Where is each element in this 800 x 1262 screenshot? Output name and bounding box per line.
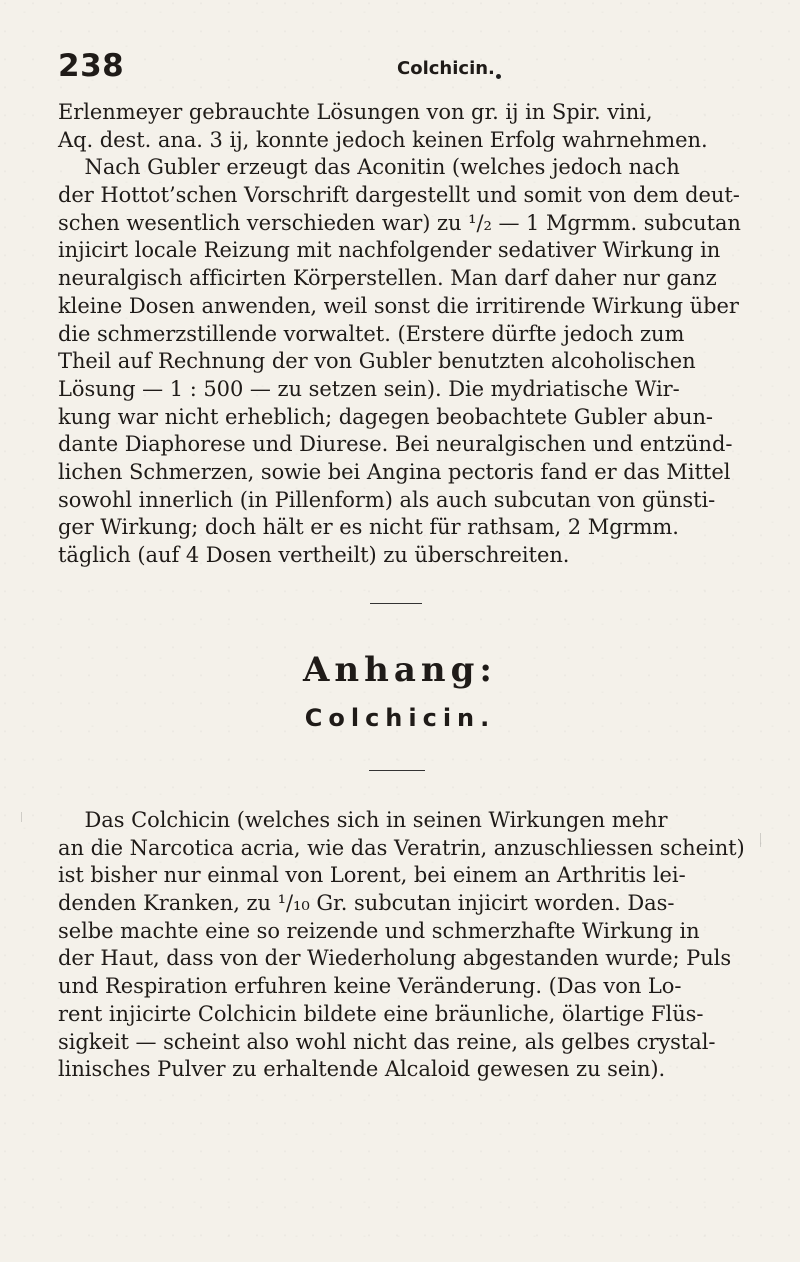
- text-line: Nach Gubler erzeugt das Aconitin (welches jedoch nach: [58, 155, 680, 180]
- text-line: kleine Dosen anwenden, weil sonst die irritirende Wirkung über: [58, 293, 739, 318]
- text-line: dante Diaphorese und Diurese. Bei neuralgischen und entzünd-: [58, 432, 733, 457]
- text-line: sowohl innerlich (in Pillenform) als auch subcutan von günsti-: [58, 487, 716, 512]
- text-line: und Respiration erfuhren keine Veränderung. (Das von Lo-: [58, 974, 682, 999]
- text-line: injicirt locale Reizung mit nachfolgender sedativer Wirkung in: [58, 238, 721, 263]
- text-line: Lösung — 1 : 500 — zu setzen sein). Die mydriatische Wir-: [58, 376, 680, 401]
- text-line: der Hottot’schen Vorschrift dargestellt und somit von dem deut-: [58, 183, 740, 208]
- text-line: selbe machte eine so reizende und schmerzhafte Wirkung in: [58, 918, 700, 943]
- text-line: sigkeit — scheint also wohl nicht das reine, als gelbes crystal-: [58, 1029, 716, 1054]
- text-line: ist bisher nur einmal von Lorent, bei einem an Arthritis lei-: [58, 863, 686, 888]
- text-line: Theil auf Rechnung der von Gubler benutzten alcoholischen: [58, 349, 696, 374]
- appendix-subtitle: Colchicin.: [304, 704, 496, 732]
- text-line: die schmerzstillende vorwaltet. (Erstere dürfte jedoch zum: [58, 321, 685, 346]
- text-line: rent injicirte Colchicin bildete eine bräunliche, ölartige Flüs-: [58, 1001, 704, 1026]
- page-header: [58, 48, 748, 88]
- text-line: lichen Schmerzen, sowie bei Angina pectoris fand er das Mittel: [58, 459, 731, 484]
- print-mark: [760, 833, 761, 847]
- page-number: 238: [58, 48, 125, 84]
- section-divider-bottom: [369, 770, 425, 771]
- text-line: täglich (auf 4 Dosen vertheilt) zu überschreiten.: [58, 543, 570, 567]
- paragraph-colchicin: [58, 807, 758, 1084]
- text-line: an die Narcotica acria, wie das Veratrin, anzuschliessen scheint): [58, 835, 745, 860]
- text-line: kung war nicht erheblich; dagegen beobachtete Gubler abun-: [58, 404, 713, 429]
- text-line: der Haut, dass von der Wiederholung abgestanden wurde; Puls: [58, 946, 732, 971]
- section-divider-top: [370, 603, 422, 604]
- appendix-title: Anhang:: [303, 650, 497, 690]
- text-line: linisches Pulver zu erhaltende Alcaloid gewesen zu sein).: [58, 1057, 666, 1082]
- text-line: schen wesentlich verschieden war) zu ¹/₂ — 1 Mgrmm. subcutan: [58, 210, 741, 235]
- text-line: neuralgisch afficirten Körperstellen. Man darf daher nur ganz: [58, 266, 717, 291]
- text-line: Das Colchicin (welches sich in seinen Wirkungen mehr: [58, 808, 668, 832]
- paragraph-aconitin: [58, 99, 758, 570]
- text-line: denden Kranken, zu ¹/₁₀ Gr. subcutan injicirt worden. Das-: [58, 891, 675, 916]
- print-mark: [21, 812, 22, 822]
- print-dot: [496, 74, 501, 79]
- text-line: ger Wirkung; doch hält er es nicht für rathsam, 2 Mgrmm.: [58, 515, 679, 540]
- text-line: Aq. dest. ana. 3 ij, konnte jedoch keinen Erfolg wahrnehmen.: [58, 127, 708, 152]
- running-title: Colchicin.: [397, 58, 495, 79]
- text-line: Erlenmeyer gebrauchte Lösungen von gr. ij in Spir. vini,: [58, 100, 653, 124]
